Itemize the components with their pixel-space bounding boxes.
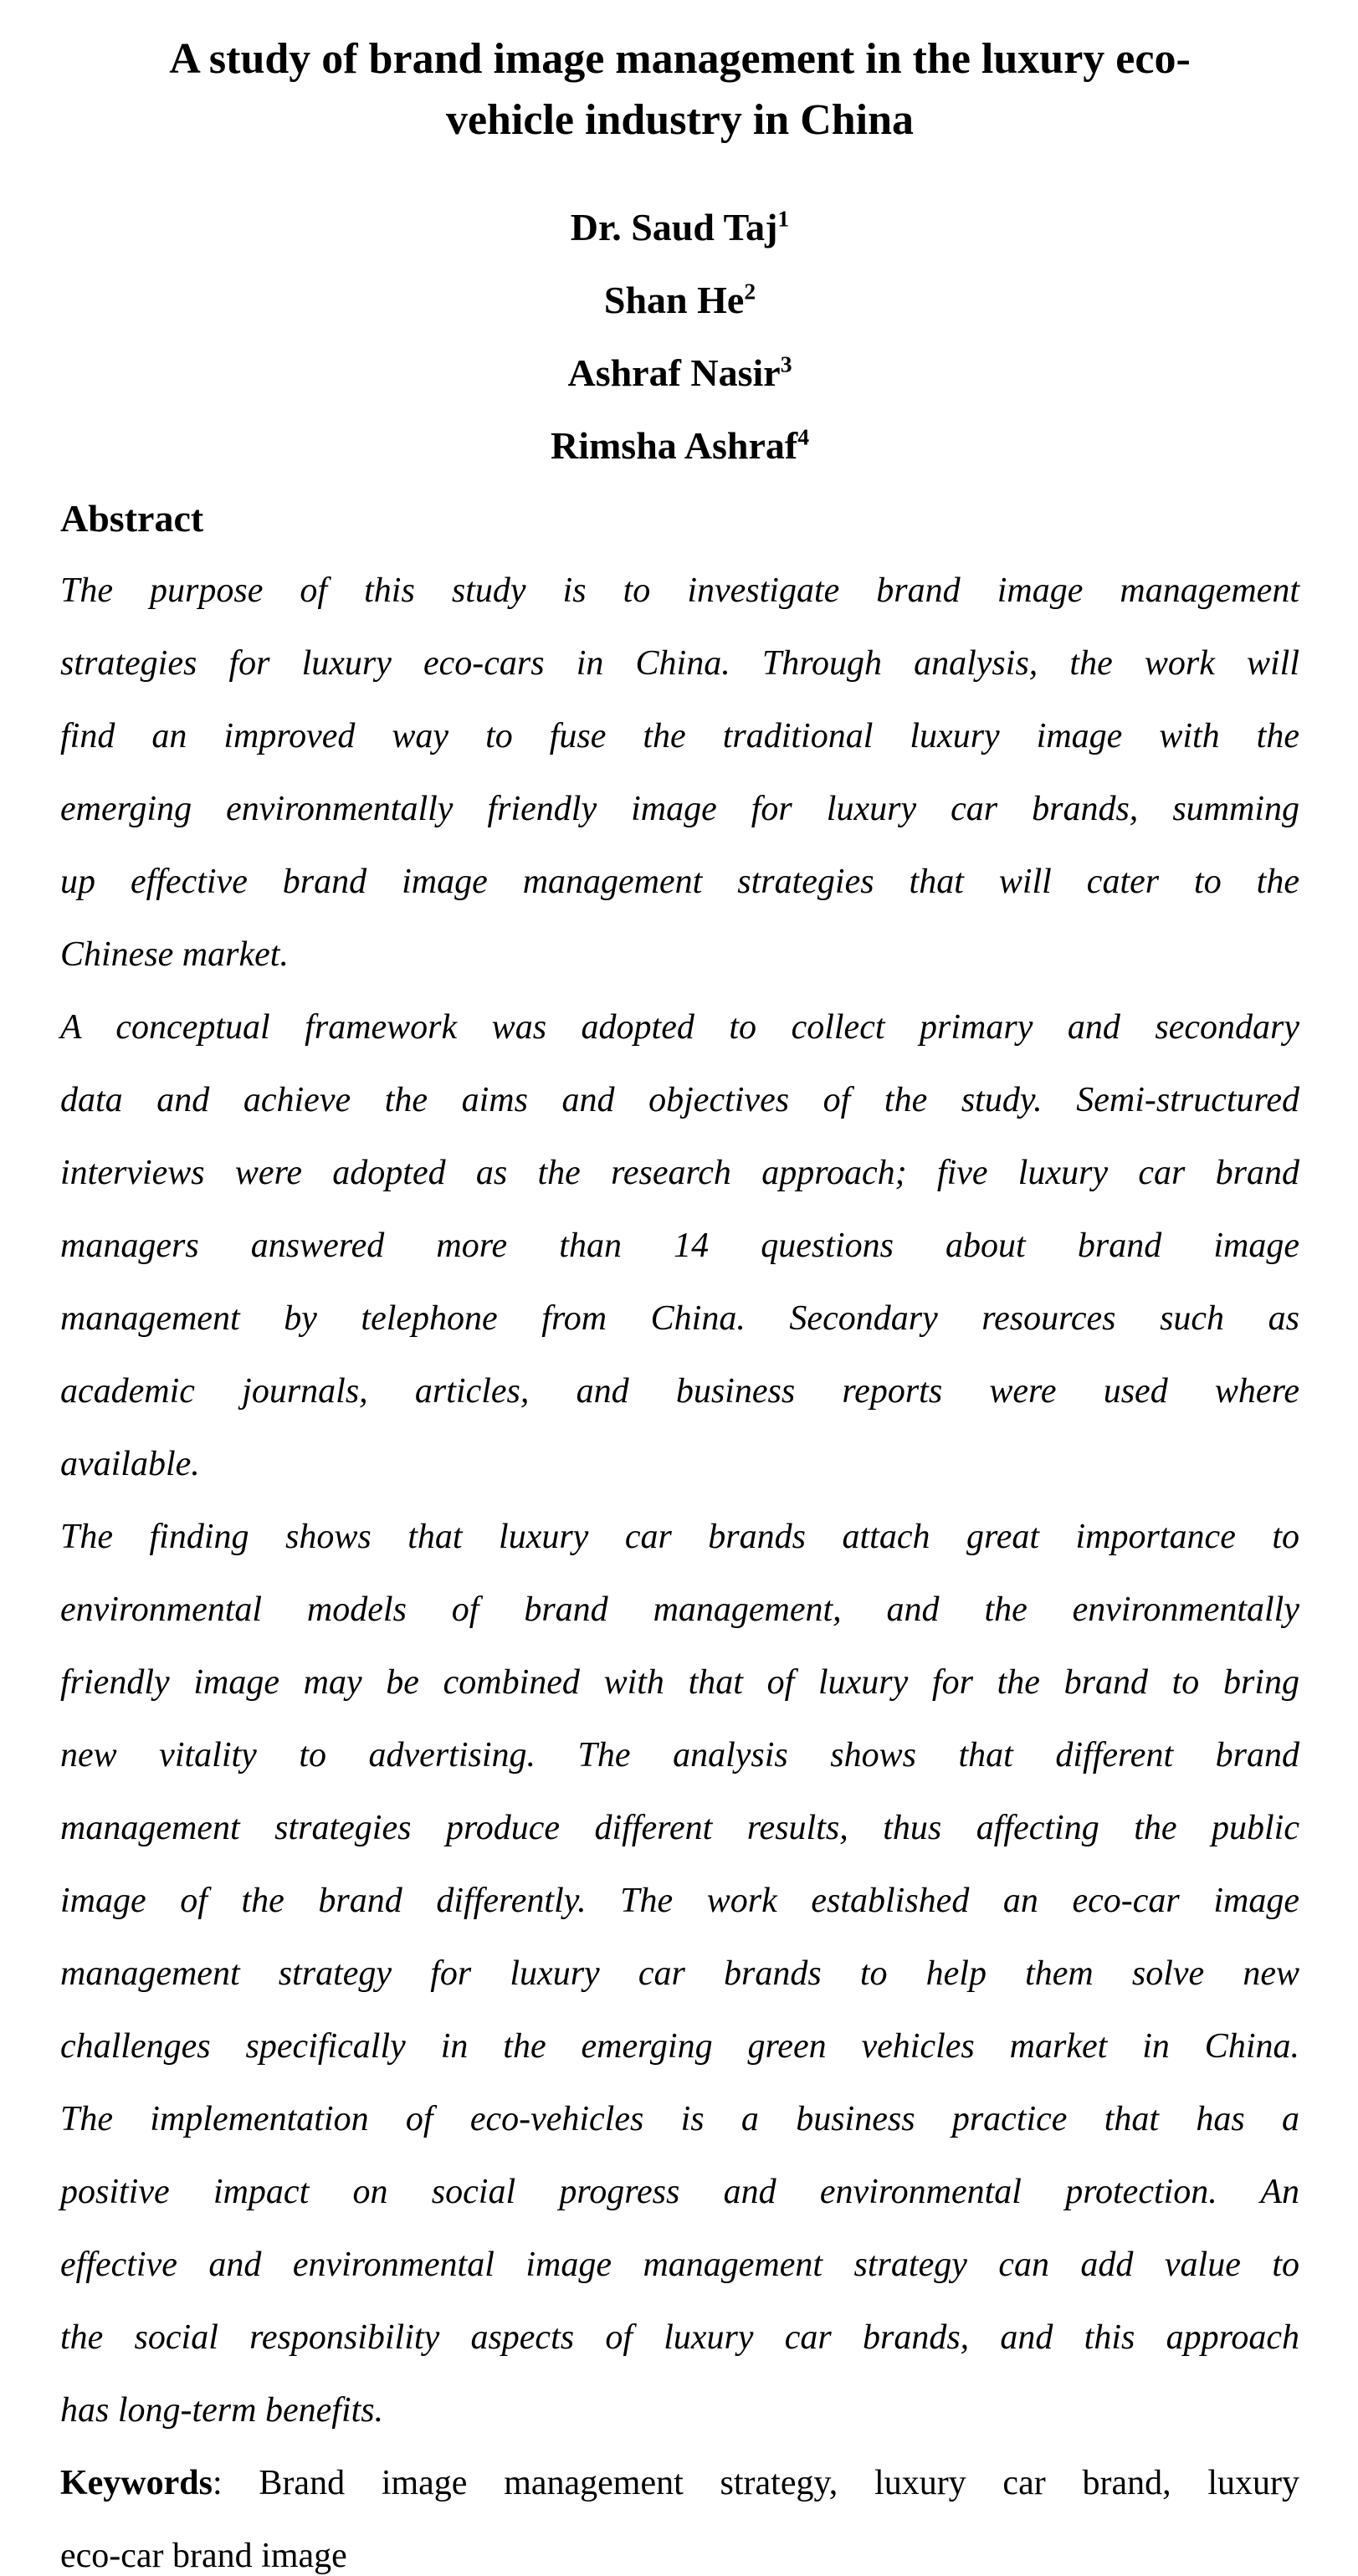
- abstract-p2-line-1: A conceptual framework was adopted to collect primary and secondary: [60, 1008, 1299, 1047]
- abstract-p3-line-3: friendly image may be combined with that of luxury for the brand to bring: [60, 1663, 1299, 1702]
- abstract-p1-line-3: find an improved way to fuse the traditional luxury image with the: [60, 717, 1299, 755]
- author-3-name: Ashraf Nasir: [567, 351, 781, 394]
- authors-list: [60, 191, 1299, 482]
- author-1: [60, 191, 1299, 264]
- abstract-p3-line-5: management strategies produce different results, thus affecting the public: [60, 1809, 1299, 1847]
- author-4: [60, 409, 1299, 482]
- paper-title: [60, 28, 1299, 151]
- author-1-name: Dr. Saud Taj: [570, 206, 778, 248]
- abstract-p3-line-10: positive impact on social progress and environmental protection. An: [60, 2173, 1299, 2211]
- paper-title-line-1: A study of brand image management in the luxury eco-: [169, 35, 1191, 83]
- abstract-p3-line-4: new vitality to advertising. The analysis shows that different brand: [60, 1736, 1299, 1775]
- abstract-p3-line-8: challenges specifically in the emerging green vehicles market in China.: [60, 2027, 1299, 2066]
- abstract-paragraph-3: [60, 1501, 1299, 2447]
- author-2-name: Shan He: [603, 279, 745, 321]
- abstract-p2-line-2: data and achieve the aims and objectives of the study. Semi-structured: [60, 1081, 1299, 1119]
- author-1-superscript: 1: [777, 205, 790, 232]
- abstract-p3-line-9: The implementation of eco-vehicles is a business practice that has a: [60, 2100, 1299, 2138]
- abstract-p3-line-2: environmental models of brand management, and the environmentally: [60, 1590, 1299, 1629]
- abstract-p3-line-11: effective and environmental image management strategy can add value to: [60, 2246, 1299, 2284]
- abstract-p1-line-6: Chinese market.: [60, 935, 289, 974]
- abstract-paragraph-2: [60, 991, 1299, 1501]
- author-2-superscript: 2: [744, 278, 756, 305]
- abstract-p3-line-1: The finding shows that luxury car brands attach great importance to: [60, 1518, 1299, 1556]
- abstract-p1-line-4: emerging environmentally friendly image for luxury car brands, summing: [60, 790, 1299, 828]
- abstract-p1-line-2: strategies for luxury eco-cars in China. Through analysis, the work will: [60, 644, 1299, 683]
- abstract-p2-line-5: management by telephone from China. Secondary resources such as: [60, 1299, 1299, 1338]
- keywords-line-1-rest: : Brand image management strategy, luxury car brand, luxury: [213, 2464, 1299, 2502]
- keywords-line-1: [60, 2447, 1299, 2520]
- abstract-p3-line-13: has long-term benefits.: [60, 2391, 384, 2430]
- author-3: [60, 336, 1299, 409]
- keywords-line-2: eco-car brand image: [60, 2537, 347, 2575]
- abstract-p2-line-3: interviews were adopted as the research approach; five luxury car brand: [60, 1154, 1299, 1192]
- abstract-p3-line-6: image of the brand differently. The work established an eco-car image: [60, 1882, 1299, 1920]
- abstract-paragraph-1: [60, 555, 1299, 991]
- paper-title-line-2: vehicle industry in China: [445, 96, 915, 144]
- author-4-name: Rimsha Ashraf: [550, 424, 798, 467]
- abstract-p2-line-6: academic journals, articles, and business reports were used where: [60, 1372, 1299, 1411]
- keywords-section: [60, 2447, 1299, 2576]
- abstract-p1-line-1: The purpose of this study is to investigate brand image management: [60, 571, 1299, 610]
- abstract-p1-line-5: up effective brand image management strategies that will cater to the: [60, 863, 1299, 901]
- keywords-label: Keywords: [60, 2464, 213, 2502]
- author-2: [60, 264, 1299, 336]
- abstract-heading: Abstract: [60, 497, 204, 540]
- author-3-superscript: 3: [780, 351, 792, 377]
- author-4-superscript: 4: [797, 423, 809, 450]
- abstract-p3-line-12: the social responsibility aspects of luxury car brands, and this approach: [60, 2318, 1299, 2357]
- abstract-p2-line-4: managers answered more than 14 questions about brand image: [60, 1227, 1299, 1265]
- abstract-p2-line-7: available.: [60, 1445, 200, 1483]
- abstract-p3-line-7: management strategy for luxury car brands to help them solve new: [60, 1954, 1299, 1993]
